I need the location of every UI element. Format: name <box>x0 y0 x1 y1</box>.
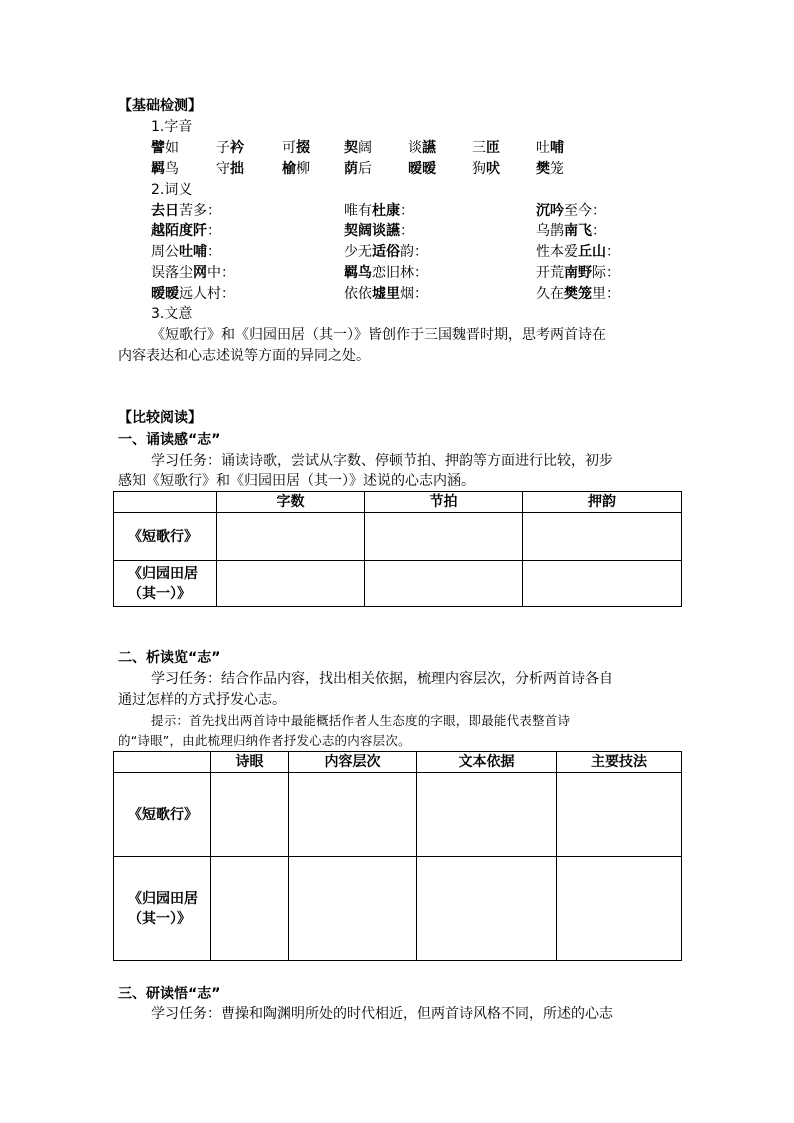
table-row <box>114 561 682 607</box>
vocab-plain-part: 性本爱 <box>536 244 578 260</box>
vocab-plain-part: 里： <box>592 286 620 302</box>
part1-header-row <box>114 492 682 513</box>
vocab-item <box>536 221 606 241</box>
word-target-char: 讌 <box>422 140 436 156</box>
pronunciation-word <box>408 159 436 179</box>
vocab-plain-part: 误落尘 <box>151 265 193 281</box>
row-label-line-1: 《归园田居 <box>128 565 198 582</box>
vocab-plain-part: 际： <box>592 265 620 281</box>
vocab-item <box>344 284 428 304</box>
part2-header-blank <box>114 752 211 773</box>
vocab-target-word: 越陌度阡 <box>151 223 207 239</box>
part3-title: 三、研读悟“志” <box>118 986 221 1002</box>
word-target-char: 羁 <box>151 161 165 177</box>
word-target-char: 樊 <box>536 161 550 177</box>
answer-cell[interactable] <box>417 857 557 961</box>
answer-cell[interactable] <box>289 773 417 857</box>
vocab-target-word: 沉吟 <box>536 203 564 219</box>
word-target-char: 匝 <box>486 140 500 156</box>
pronunciation-word <box>408 138 436 158</box>
part1-task-line-2: 感知《短歌行》和《归园田居（其一）》述说的心志内涵。 <box>118 473 475 489</box>
part1-task-line-1: 学习任务：诵读诗歌，尝试从字数、停顿节拍、押韵等方面进行比较，初步 <box>151 453 613 469</box>
vocab-item <box>344 221 414 241</box>
part2-task-line-1: 学习任务：结合作品内容，找出相关依据，梳理内容层次，分析两首诗各自 <box>151 671 613 687</box>
vocab-item <box>344 242 428 262</box>
vocab-target-word: 去日 <box>151 203 179 219</box>
vocab-target-word: 契阔谈讌 <box>344 223 400 239</box>
vocab-plain-part: ： <box>207 223 221 239</box>
vocab-target-word: 吐哺 <box>179 244 207 260</box>
vocab-target-word: 樊笼 <box>564 286 592 302</box>
vocab-item <box>151 221 221 241</box>
word-target-char: 榆 <box>282 161 296 177</box>
word-plain-part: 可 <box>282 140 296 156</box>
vocab-plain-part: ： <box>207 244 221 260</box>
vocab-item <box>151 242 221 262</box>
vocab-plain-part: 韵： <box>400 244 428 260</box>
pronunciation-word <box>282 138 310 158</box>
vocab-target-word: 墟里 <box>372 286 400 302</box>
vocab-plain-part: 开荒 <box>536 265 564 281</box>
pronunciation-word <box>472 138 500 158</box>
vocab-plain-part: ： <box>606 244 620 260</box>
row-label-guiyuantianju <box>114 857 211 961</box>
vocab-item <box>344 201 414 221</box>
part1-title: 一、诵读感“志” <box>118 432 221 448</box>
row-label-line-1: 《归园田居 <box>128 890 198 907</box>
vocab-item <box>151 263 235 283</box>
row-label-duangexing: 《短歌行》 <box>114 773 211 857</box>
row-label-guiyuantianju <box>114 561 217 607</box>
word-plain-part: 三 <box>472 140 486 156</box>
row-label-line-2: （其一）》 <box>128 910 191 927</box>
word-plain-part: 谈 <box>408 140 422 156</box>
word-target-char: 譬 <box>151 140 165 156</box>
vocab-item <box>536 284 620 304</box>
answer-cell[interactable] <box>557 857 682 961</box>
vocab-plain-part: ： <box>400 203 414 219</box>
word-plain-part: 守 <box>216 161 230 177</box>
answer-cell[interactable] <box>523 513 682 561</box>
row-label-duangexing: 《短歌行》 <box>114 513 217 561</box>
part1-header-wordcount: 字数 <box>217 492 365 513</box>
vocab-plain-part: 依依 <box>344 286 372 302</box>
word-target-char: 掇 <box>296 140 310 156</box>
word-plain-part: 阔 <box>358 140 372 156</box>
vocab-plain-part: 烟： <box>400 286 428 302</box>
word-plain-part: 鸟 <box>165 161 179 177</box>
vocab-plain-part: 至今： <box>564 203 606 219</box>
word-target-char: 哺 <box>550 140 564 156</box>
pronunciation-word <box>151 138 179 158</box>
vocab-item <box>151 284 235 304</box>
word-target-char: 契 <box>344 140 358 156</box>
part1-header-rhythm: 节拍 <box>365 492 523 513</box>
vocab-plain-part: ： <box>592 223 606 239</box>
answer-cell[interactable] <box>217 561 365 607</box>
word-target-char: 拙 <box>230 161 244 177</box>
table-row <box>114 773 682 857</box>
vocab-plain-part: 周公 <box>151 244 179 260</box>
vocab-target-word: 杜康 <box>372 203 400 219</box>
part2-header-poem-eye: 诗眼 <box>211 752 289 773</box>
part2-header-content-levels: 内容层次 <box>289 752 417 773</box>
pronunciation-word <box>151 159 179 179</box>
vocab-target-word: 丘山 <box>578 244 606 260</box>
part1-header-blank <box>114 492 217 513</box>
vocab-item <box>151 201 221 221</box>
vocab-plain-part: ： <box>400 223 414 239</box>
part2-header-text-evidence: 文本依据 <box>417 752 557 773</box>
word-plain-part: 狗 <box>472 161 486 177</box>
answer-cell[interactable] <box>365 561 523 607</box>
answer-cell[interactable] <box>557 773 682 857</box>
vocab-item <box>344 263 428 283</box>
vocab-item <box>536 242 620 262</box>
vocab-target-word: 羁鸟 <box>344 265 372 281</box>
word-plain-part: 如 <box>165 140 179 156</box>
vocab-plain-part: 少无 <box>344 244 372 260</box>
part2-task-line-2: 通过怎样的方式抒发心志。 <box>118 692 286 708</box>
vocab-target-word: 暧暧 <box>151 286 179 302</box>
vocab-target-word: 南野 <box>564 265 592 281</box>
vocab-item <box>536 201 606 221</box>
vocab-plain-part: 苦多： <box>179 203 221 219</box>
word-plain-part: 柳 <box>296 161 310 177</box>
answer-cell[interactable] <box>417 773 557 857</box>
pronunciation-word <box>536 159 564 179</box>
part3-task-line-1: 学习任务：曹操和陶渊明所处的时代相近，但两首诗风格不同，所述的心志 <box>151 1006 613 1022</box>
answer-cell[interactable] <box>217 513 365 561</box>
pronunciation-word <box>216 159 244 179</box>
vocab-plain-part: 久在 <box>536 286 564 302</box>
pronunciation-word <box>472 159 500 179</box>
answer-cell[interactable] <box>211 857 289 961</box>
part2-hint-line-1: 提示：首先找出两首诗中最能概括作者人生态度的字眼，即最能代表整首诗 <box>151 713 571 728</box>
pronunciation-word <box>282 159 310 179</box>
answer-cell[interactable] <box>211 773 289 857</box>
vocab-target-word: 适俗 <box>372 244 400 260</box>
part2-title: 二、析读览“志” <box>118 650 221 666</box>
pronunciation-word <box>536 138 564 158</box>
section-meaning-title: 3.文意 <box>151 306 193 322</box>
part2-header-row <box>114 752 682 773</box>
vocab-plain-part: 远人村： <box>179 286 235 302</box>
answer-cell[interactable] <box>289 857 417 961</box>
word-plain-part: 笼 <box>550 161 564 177</box>
section-pronunciation-title: 1.字音 <box>151 119 193 135</box>
basic-heading: 【基础检测】 <box>118 98 202 114</box>
word-target-char: 衿 <box>230 140 244 156</box>
word-plain-part: 后 <box>358 161 372 177</box>
vocab-target-word: 南飞 <box>564 223 592 239</box>
meaning-para-line-1: 《短歌行》和《归园田居（其一）》皆创作于三国魏晋时期，思考两首诗在 <box>151 327 606 343</box>
compare-heading: 【比较阅读】 <box>118 410 202 426</box>
pronunciation-word <box>344 138 372 158</box>
vocab-plain-part: 乌鹊 <box>536 223 564 239</box>
vocab-plain-part: 恋旧林： <box>372 265 428 281</box>
part2-header-main-techniques: 主要技法 <box>557 752 682 773</box>
part1-header-rhyme: 押韵 <box>523 492 682 513</box>
vocab-target-word: 网 <box>193 265 207 281</box>
word-target-char: 荫 <box>344 161 358 177</box>
part2-table <box>113 751 682 961</box>
pronunciation-word <box>216 138 244 158</box>
vocab-plain-part: 唯有 <box>344 203 372 219</box>
section-vocab-title: 2.词义 <box>151 182 193 198</box>
part1-table <box>113 491 682 607</box>
vocab-plain-part: 中： <box>207 265 235 281</box>
word-target-char: 暧暧 <box>408 161 436 177</box>
table-row <box>114 857 682 961</box>
pronunciation-word <box>344 159 372 179</box>
table-row <box>114 513 682 561</box>
vocab-item <box>536 263 620 283</box>
word-plain-part: 子 <box>216 140 230 156</box>
word-target-char: 吠 <box>486 161 500 177</box>
meaning-para-line-2: 内容表达和心志述说等方面的异同之处。 <box>118 348 370 364</box>
answer-cell[interactable] <box>365 513 523 561</box>
word-plain-part: 吐 <box>536 140 550 156</box>
answer-cell[interactable] <box>523 561 682 607</box>
row-label-line-2: （其一）》 <box>128 585 191 602</box>
part2-hint-line-2: 的“诗眼”，由此梳理归纳作者抒发心志的内容层次。 <box>118 733 411 748</box>
